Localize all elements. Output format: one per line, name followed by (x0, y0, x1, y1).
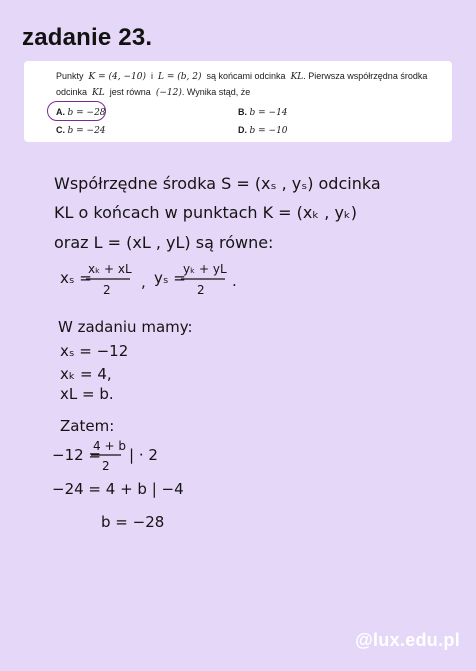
solution-line: xₛ = −12 (60, 342, 129, 360)
answer-expression: b = −28 (67, 108, 106, 118)
solution-result: b = −28 (101, 513, 165, 531)
task-text-part: Punkty (56, 71, 84, 81)
midpoint-value: (−12) (155, 88, 182, 98)
task-text-part: jest równa (109, 87, 151, 97)
equation-operation: | · 2 (129, 446, 158, 464)
equation-numerator: 4 + b (93, 439, 126, 453)
solution-line: oraz L = (xL , yL) są równe: (54, 233, 274, 252)
solution-line: xₖ = 4, (60, 365, 112, 383)
formula-x-numerator: xₖ + xL (88, 262, 132, 276)
equation-left-side: −12 = (52, 446, 101, 464)
solution-line: −24 = 4 + b | −4 (52, 480, 184, 498)
answer-letter: A. (56, 107, 65, 117)
answer-letter: C. (56, 125, 65, 135)
answer-expression: b = −24 (67, 126, 106, 136)
solution-line: Współrzędne środka S = (xₛ , yₛ) odcinka (54, 174, 381, 193)
formula-y-numerator: yₖ + yL (183, 262, 227, 276)
formula-separator: , (141, 273, 146, 291)
solution-line: W zadaniu mamy: (58, 318, 193, 336)
answer-letter: D. (238, 125, 247, 135)
solution-line: Zatem: (60, 417, 115, 435)
segment-kl: KL (92, 88, 105, 98)
point-k: K = (4, −10) (88, 72, 146, 82)
solution-line: KL o końcach w punktach K = (xₖ , yₖ) (54, 203, 357, 222)
answer-expression: b = −10 (249, 126, 288, 136)
task-text-part: i (151, 71, 153, 81)
formula-x-denominator: 2 (103, 283, 111, 297)
segment-kl: KL (290, 72, 304, 82)
formula-xs-label: xₛ = (60, 269, 92, 287)
task-text-part: są końcami odcinka (206, 71, 286, 81)
task-text-part: . Pierwsza współrzędna środka odcinka (56, 71, 428, 97)
formula-y-denominator: 2 (197, 283, 205, 297)
page-title: zadanie 23. (22, 24, 153, 51)
answer-expression: b = −14 (249, 108, 288, 118)
brand-watermark: @lux.edu.pl (355, 630, 460, 650)
task-text-part: . Wynika stąd, że (181, 87, 251, 97)
point-l: L = (b, 2) (158, 72, 202, 82)
formula-period: . (232, 272, 237, 290)
equation-denominator: 2 (102, 459, 110, 473)
formula-ys-label: yₛ = (154, 269, 186, 287)
solution-line: xL = b. (60, 385, 114, 403)
answer-letter: B. (238, 107, 247, 117)
